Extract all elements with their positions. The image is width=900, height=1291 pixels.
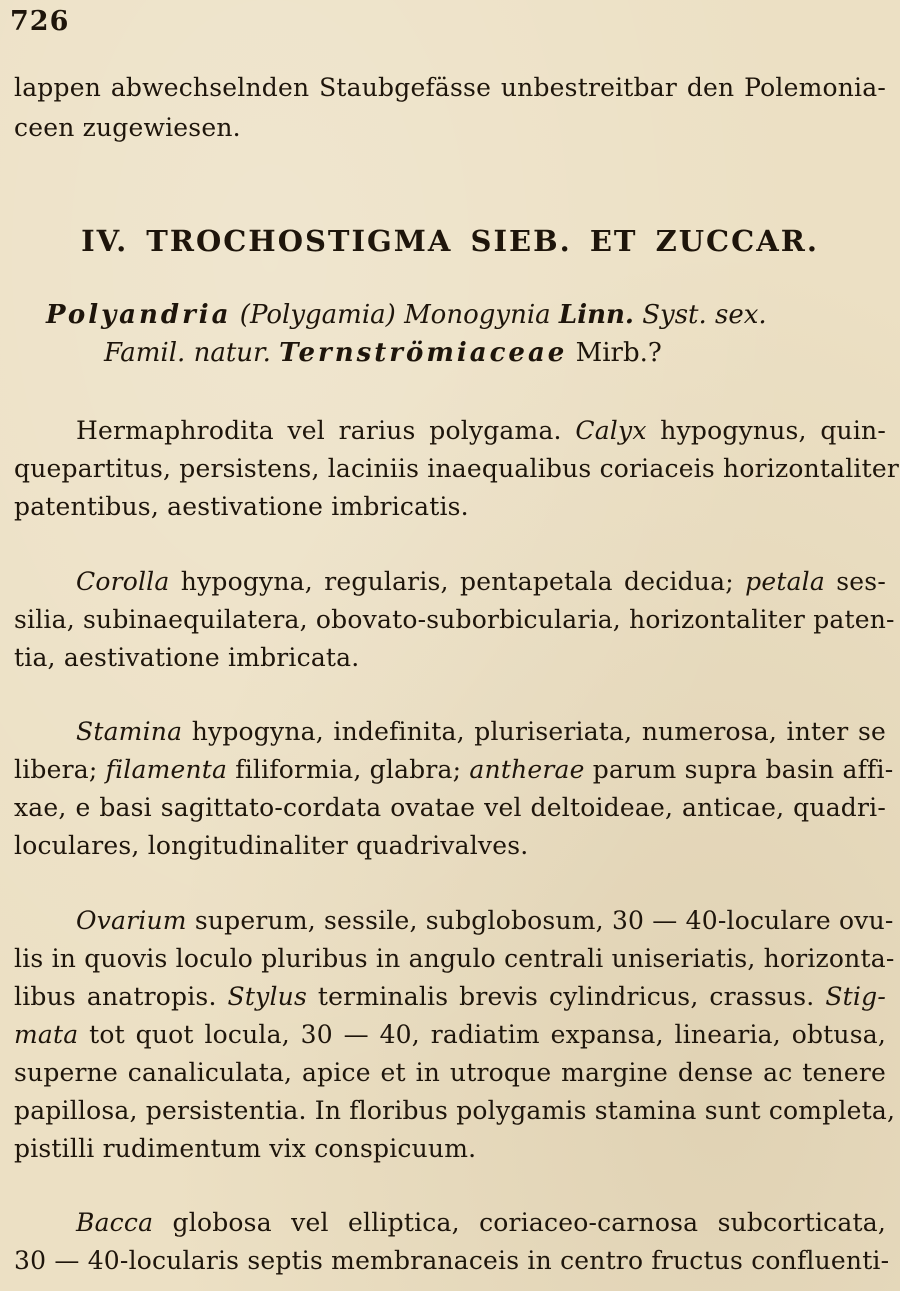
family-author: Mirb.? [575, 338, 662, 368]
ovarium-line-1 [76, 906, 894, 936]
term-stylus: Stylus [227, 982, 307, 1011]
bacca-text: globosa vel elliptica, coriaceo-carnosa subcorticata, [153, 1208, 886, 1237]
bacca-line-1 [76, 1208, 886, 1238]
term-corolla: Corolla [76, 567, 170, 596]
ovarium-text: tot quot locula, 30 — 40, radiatim expansa, linearia, obtusa, [78, 1020, 886, 1049]
stamina-line-2 [14, 755, 894, 785]
ovarium-line-4 [14, 1020, 886, 1050]
class-polygamia: (Polygamia) [239, 300, 396, 330]
stamina-line-3: xae, e basi sagittato-cordata ovatae vel deltoideae, anticae, quadri- [14, 793, 886, 822]
calyx-line-3: patentibus, aestivatione imbricatis. [14, 492, 469, 521]
page-number: 726 [10, 6, 70, 37]
ovarium-line-7: pistilli rudimentum vix conspicuum. [14, 1134, 477, 1163]
order-monogynia: Monogynia [404, 300, 551, 330]
corolla-text: hypogyna, regularis, pentapetala decidua; [169, 567, 746, 596]
stamina-text: parum supra basin affi- [584, 755, 894, 784]
stamina-text: libera; [14, 755, 106, 784]
bacca-line-2: 30 — 40-locularis septis membranaceis in centro fructus confluenti- [14, 1246, 890, 1275]
continuation-line-1: lappen abwechselnden Staubgefässe unbestreitbar den Polemonia- [14, 73, 886, 102]
abbrev-famil: Famil. [104, 338, 186, 368]
term-petala: petala [745, 567, 825, 596]
family-name: Ternströmiaceae [279, 338, 568, 368]
corolla-line-3: tia, aestivatione imbricata. [14, 643, 360, 672]
ovarium-text: libus anatropis. [14, 982, 228, 1011]
abbrev-natur: natur. [193, 338, 271, 368]
corolla-text: ses- [824, 567, 886, 596]
abbrev-linn: Linn. [558, 300, 634, 330]
stamina-line-4: loculares, longitudinaliter quadrivalves. [14, 831, 529, 860]
corolla-line-2: silia, subinaequilatera, obovato-suborbicularia, horizontaliter paten- [14, 605, 895, 634]
term-calyx: Calyx [575, 416, 647, 445]
abbrev-sex: sex. [715, 300, 767, 330]
ovarium-text: superum, sessile, subglobosum, 30 — 40-loculare ovu- [186, 906, 894, 935]
stamina-text: filiformia, glabra; [227, 755, 470, 784]
ovarium-line-5: superne canaliculata, apice et in utroque margine dense ac tenere [14, 1058, 886, 1087]
calyx-text: hypogynus, quin- [646, 416, 887, 445]
ovarium-line-2: lis in quovis loculo pluribus in angulo centrali uniseriatis, horizonta- [14, 944, 895, 973]
linnaean-classification [46, 300, 767, 330]
ovarium-line-6: papillosa, persistentia. In floribus polygamis stamina sunt completa, [14, 1096, 896, 1125]
calyx-line-2: quepartitus, persistens, laciniis inaequalibus coriaceis horizontaliter [14, 454, 900, 483]
term-stigmata: Stig- [825, 982, 886, 1011]
term-antherae: antherae [469, 755, 585, 784]
genus-heading: IV. TROCHOSTIGMA SIEB. ET ZUCCAR. [81, 224, 819, 258]
stamina-text: hypogyna, indefinita, pluriseriata, numerosa, inter se [182, 717, 886, 746]
class-polyandria: Polyandria [46, 300, 232, 330]
natural-family [104, 338, 662, 368]
calyx-text: Hermaphrodita vel rarius polygama. [76, 416, 576, 445]
term-ovarium: Ovarium [76, 906, 187, 935]
continuation-line-2: ceen zugewiesen. [14, 113, 241, 142]
term-bacca: Bacca [76, 1208, 154, 1237]
calyx-line-1 [76, 416, 886, 446]
abbrev-syst: Syst. [642, 300, 707, 330]
ovarium-text: terminalis brevis cylindricus, crassus. [306, 982, 826, 1011]
ovarium-line-3 [14, 982, 886, 1012]
term-filamenta: filamenta [105, 755, 228, 784]
corolla-line-1 [76, 567, 886, 597]
term-stamina: Stamina [76, 717, 183, 746]
stamina-line-1 [76, 717, 886, 747]
term-stigmata-cont: mata [14, 1020, 79, 1049]
